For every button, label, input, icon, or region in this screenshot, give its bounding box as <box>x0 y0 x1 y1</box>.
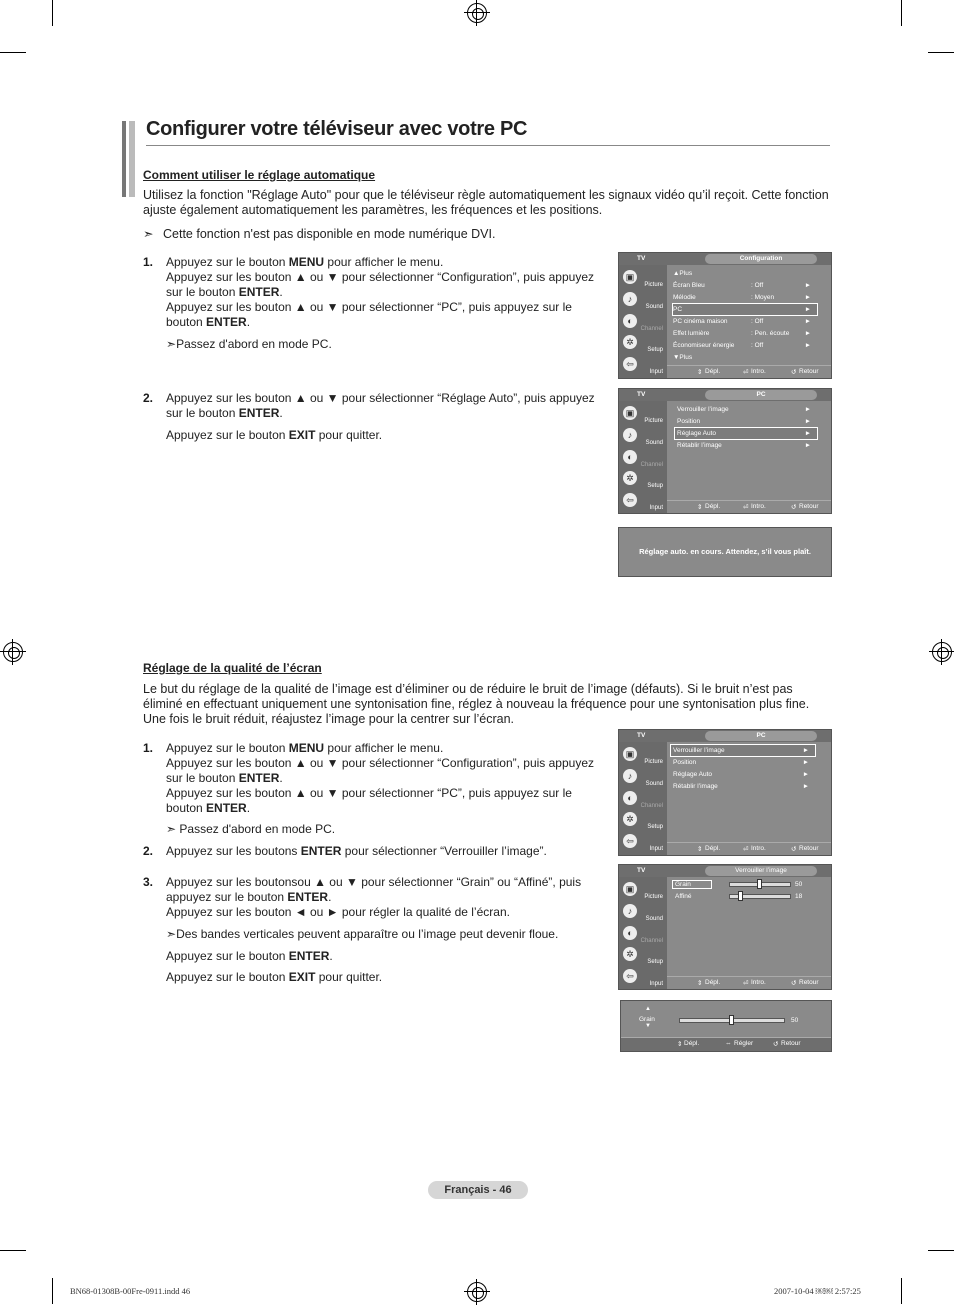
picture-icon: ▣ <box>623 882 637 896</box>
channel-icon: ◐ <box>623 926 637 940</box>
step-line: Appuyez sur les bouton ▲ ou ▼ pour sélectionner “Configuration”, puis appuyez sur le bouton ENTER. <box>166 270 594 299</box>
step-line: Appuyez sur les bouton ▲ ou ▼ pour sélectionner “Configuration”, puis appuyez sur le bouton ENTER. <box>166 756 594 785</box>
tv-menu-pc: TV PC ▣ Picture ♪ Sound ◐ Channel ✲ Setup ⇦ Input Verrouiller l’image ► Position ► Réglage Auto ► Rétablir l’image ► ⇕ Dépl. ⏎ Intro. ↺ Retour <box>618 388 832 514</box>
crop-mark <box>928 52 954 53</box>
channel-icon: ◐ <box>623 314 637 328</box>
registration-mark-icon <box>3 642 23 662</box>
channel-icon: ◐ <box>623 791 637 805</box>
step-line: Appuyez sur le bouton ENTER. <box>166 949 333 963</box>
page-number-pill: Français - 46 <box>428 1181 528 1199</box>
menu-row-selected: Réglage Auto ► <box>675 428 817 439</box>
step-number: 1. <box>143 741 154 755</box>
title-accent-bar <box>122 121 126 197</box>
input-icon: ⇦ <box>623 834 637 848</box>
page-title: Configurer votre téléviseur avec votre PC <box>146 118 528 140</box>
note-arrow-icon: ➣ <box>143 227 154 241</box>
slider-label: Grain <box>673 881 711 888</box>
channel-icon: ◐ <box>623 450 637 464</box>
tv-menu-image-lock: TV Verrouiller l’image ▣ Picture ♪ Sound ◐ Channel ✲ Setup ⇦ Input Grain 50 Affiné 18 ⇕ Dépl. ⏎ Intro. ↺ Retour <box>618 864 832 990</box>
move-icon: ⇕ <box>677 1041 683 1048</box>
adjust-icon: ⇔ <box>725 1040 732 1047</box>
note-arrow-icon: ➣ <box>166 927 177 941</box>
picture-icon: ▣ <box>623 270 637 284</box>
crop-mark <box>901 1278 902 1304</box>
menu-row: Écran Bleu : Off ► <box>673 282 811 289</box>
slider-value: 18 <box>795 893 803 900</box>
section-heading: Réglage de la qualité de l’écran <box>143 661 322 675</box>
move-icon: ⇕ <box>697 369 703 376</box>
step-line: Appuyez sur les bouton ▲ ou ▼ pour sélectionner “PC”, puis appuyez sur le bouton ENTER. <box>166 300 572 329</box>
menu-row: Effet lumière : Pen. écoute ► <box>673 330 811 337</box>
slider-row <box>673 879 823 890</box>
step-number: 1. <box>143 255 154 269</box>
print-slug-left: BN68-01308B-00Fre-0911.indd 46 <box>70 1286 191 1296</box>
fine-slider-knob[interactable] <box>738 891 743 901</box>
grain-bar-knob[interactable] <box>729 1015 734 1025</box>
bar-value: 50 <box>791 1017 799 1024</box>
bar-label: Grain <box>639 1016 655 1023</box>
setup-icon: ✲ <box>623 947 637 961</box>
slider-value: 50 <box>795 881 803 888</box>
picture-icon: ▣ <box>623 406 637 420</box>
step-1 <box>166 255 606 352</box>
down-arrow-icon: ▼ <box>645 1023 651 1029</box>
step-3 <box>166 875 606 985</box>
crop-mark <box>901 0 902 26</box>
step-line: Appuyez sur le bouton EXIT pour quitter. <box>166 970 383 984</box>
registration-mark-icon <box>932 642 952 662</box>
step-2 <box>166 391 606 443</box>
section-intro: Le but du réglage de la qualité de l’image est d’éliminer ou de réduire le bruit de l’image (défauts). Si le bruit n’est pas éliminé en effectuant uniquement une syntonisation fine, réglez à nouveau la fréquence pour une syntonisation plus fine. Une fois le bruit réduit, réajustez l’image pour la centrer sur l’écran. <box>143 682 810 726</box>
note <box>143 226 495 241</box>
return-icon: ↺ <box>773 1041 779 1048</box>
step-line: Appuyez sur les bouton ◄ ou ► pour régler la qualité de l’écran. <box>166 905 510 919</box>
step-line: Appuyez sur les bouton ▲ ou ▼ pour sélectionner “PC”, puis appuyez sur le bouton ENTER. <box>166 786 572 815</box>
auto-adjust-message: Réglage auto. en cours. Attendez, s’il vous plaît. <box>618 527 832 577</box>
menu-title: Configuration <box>705 254 817 264</box>
menu-row: Mélodie : Moyen ► <box>673 294 811 301</box>
sound-icon: ♪ <box>623 769 637 783</box>
menu-row-selected: PC ► <box>673 304 817 315</box>
menu-row: Rétablir l’image ► <box>673 783 809 790</box>
menu-row: Économiseur énergie : Off ► <box>673 342 811 349</box>
menu-row: ▼Plus <box>673 354 693 361</box>
sound-icon: ♪ <box>623 904 637 918</box>
section-heading: Comment utiliser le réglage automatique <box>143 168 376 182</box>
setup-icon: ✲ <box>623 335 637 349</box>
tv-menu-configuration <box>618 252 832 379</box>
picture-icon: ▣ <box>623 747 637 761</box>
tv-footer: ⇕ Dépl. ⏎ Intro. ↺ Retour <box>667 365 831 378</box>
setup-icon: ✲ <box>623 471 637 485</box>
step-number: 3. <box>143 875 154 889</box>
note-arrow-icon: ➣ <box>166 822 180 836</box>
step-note: ➣ Passez d'abord en mode PC. <box>166 822 336 836</box>
registration-mark-icon <box>467 3 487 23</box>
step-note: ➣Passez d'abord en mode PC. <box>166 337 332 351</box>
crop-mark <box>0 52 26 53</box>
input-icon: ⇦ <box>623 493 637 507</box>
step-line: Appuyez sur le bouton MENU pour afficher le menu. <box>166 741 444 755</box>
note-arrow-icon: ➣ <box>166 337 177 351</box>
menu-row: Verrouiller l’image ► <box>677 406 811 413</box>
input-icon: ⇦ <box>623 969 637 983</box>
step-number: 2. <box>143 844 154 858</box>
tv-menu-pc-lock: TV PC ▣ Picture ♪ Sound ◐ Channel ✲ Setup ⇦ Input Verrouiller l’image ► Position ► Réglage Auto ► Rétablir l’image ► ⇕ Dépl. ⏎ Intro. ↺ Retour <box>618 729 832 856</box>
input-icon: ⇦ <box>623 357 637 371</box>
sound-icon: ♪ <box>623 428 637 442</box>
title-rule <box>146 145 830 146</box>
print-slug-right: 2007-10-04 ￼￼ 2:57:25 <box>774 1286 861 1296</box>
crop-mark <box>928 1250 954 1251</box>
step-line: Appuyez sur le bouton MENU pour afficher le menu. <box>166 255 444 269</box>
return-icon: ↺ <box>791 369 797 376</box>
step-1 <box>166 741 606 837</box>
step-line: Appuyez sur les bouton ▲ ou ▼ pour sélectionner “Réglage Auto”, puis appuyez sur le bouton ENTER. <box>166 391 595 420</box>
menu-row-selected: Verrouiller l’image ► <box>671 745 815 756</box>
enter-icon: ⏎ <box>743 369 749 376</box>
setup-icon: ✲ <box>623 812 637 826</box>
step-line: Appuyez sur les boutonsou ▲ ou ▼ pour sélectionner “Grain” ou “Affiné”, puis appuyez sur le bouton ENTER. <box>166 875 582 904</box>
title-accent-bar <box>129 121 135 197</box>
grain-slider-knob[interactable] <box>757 879 762 889</box>
grain-adjust-bar: ▲ Grain ▼ 50 ⇕ Dépl. ⇔ Régler ↺ Retour <box>620 1000 832 1052</box>
menu-row: Position ► <box>677 418 811 425</box>
slider-label: Affiné <box>675 893 692 900</box>
menu-row: Rétablir l’image ► <box>677 442 811 449</box>
step-line: Appuyez sur les boutons ENTER pour sélectionner “Verrouiller l’image”. <box>166 844 547 858</box>
menu-row: PC cinéma maison : Off ► <box>673 318 811 325</box>
step-note: ➣Des bandes verticales peuvent apparaître ou l’image peut devenir floue. <box>166 927 559 941</box>
step-number: 2. <box>143 391 154 405</box>
menu-row: Réglage Auto ► <box>673 771 809 778</box>
section-intro: Utilisez la fonction "Réglage Auto" pour que le téléviseur règle automatiquement les signaux vidéo qu’il reçoit. Cette fonction ajuste également automatiquement les paramètres, les fréquences et les positions. <box>143 188 829 217</box>
step-2 <box>166 844 606 859</box>
step-line: Appuyez sur le bouton EXIT pour quitter. <box>166 428 383 442</box>
crop-mark <box>52 1278 53 1304</box>
slider-row <box>673 891 823 902</box>
menu-row: ▲Plus <box>673 270 693 277</box>
crop-mark <box>52 0 53 26</box>
note-text: Cette fonction n'est pas disponible en mode numérique DVI. <box>163 227 496 241</box>
sound-icon: ♪ <box>623 292 637 306</box>
menu-row: Position ► <box>673 759 809 766</box>
up-arrow-icon: ▲ <box>645 1006 651 1012</box>
tv-sidebar: ▣ Picture ♪ Sound ◐ Channel ✲ Setup ⇦ Input <box>619 265 667 378</box>
crop-mark <box>0 1250 26 1251</box>
registration-mark-icon <box>467 1282 487 1302</box>
tv-label: TV <box>637 255 646 262</box>
